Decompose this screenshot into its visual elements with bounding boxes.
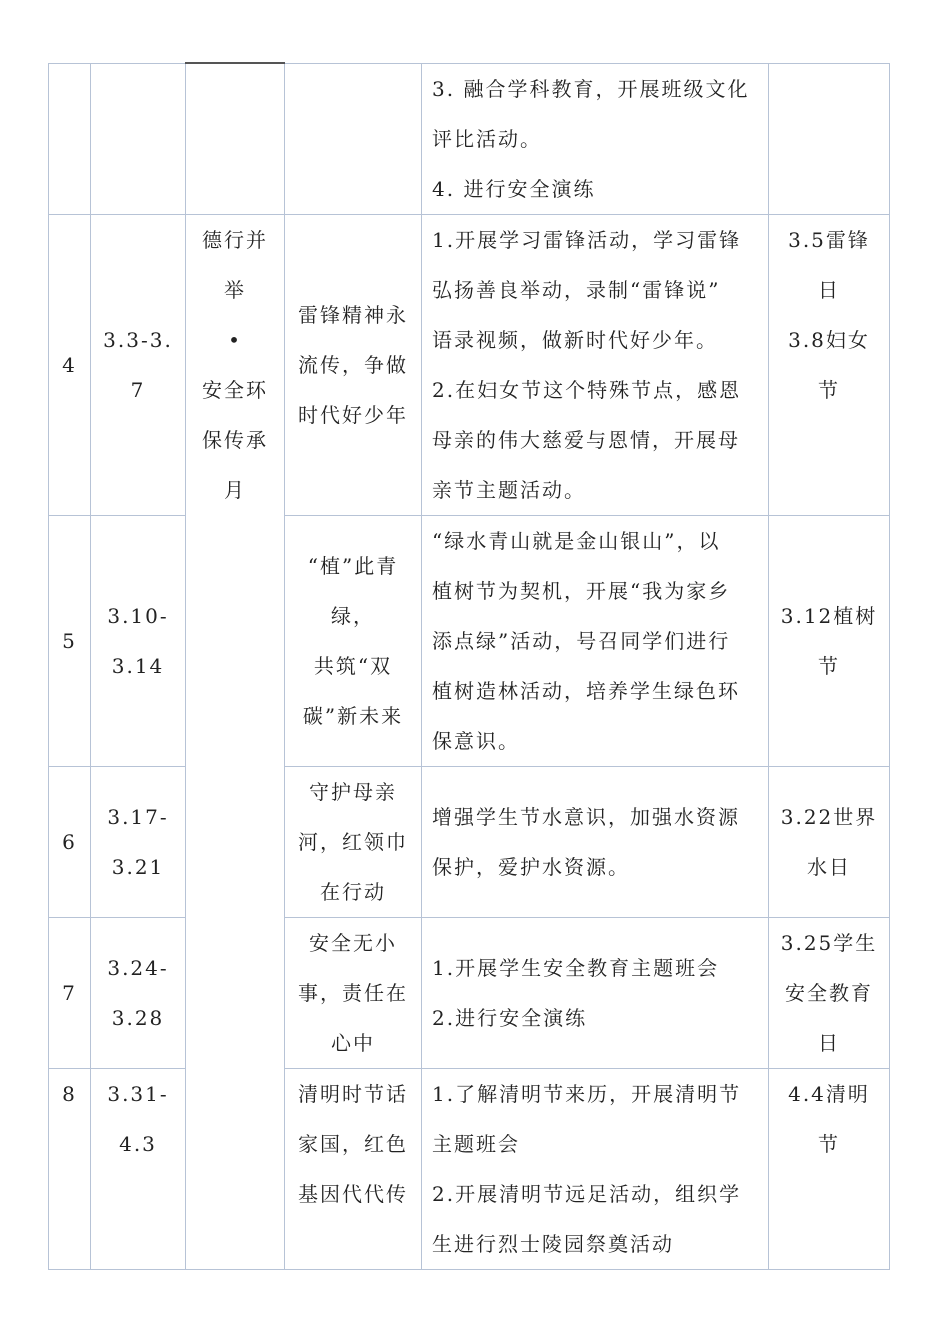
title-cell <box>285 766 422 917</box>
title-line: 基因代代传 <box>298 1181 408 1206</box>
festival-cell <box>769 917 890 1068</box>
content-line: 3. 融合学科教育，开展班级文化 <box>432 76 750 101</box>
content-line: 2.开展清明节远足活动，组织学 <box>432 1181 742 1206</box>
content-line: 4. 进行安全演练 <box>432 176 596 201</box>
table-row <box>49 917 890 1068</box>
dates-cell <box>91 515 186 766</box>
festival-line: 水日 <box>807 854 851 879</box>
title-line: 守护母亲 <box>309 779 397 804</box>
content-cell <box>422 63 769 214</box>
dates-line: 3.24- <box>107 955 169 980</box>
week-cell: 4 <box>49 214 91 515</box>
title-line: 事，责任在 <box>298 980 408 1005</box>
title-line: 绿， <box>331 603 375 628</box>
content-line: 保意识。 <box>432 728 520 753</box>
dates-line: 3.28 <box>111 1005 165 1030</box>
content-cell <box>422 214 769 515</box>
title-line: 清明时节话 <box>298 1081 408 1106</box>
festival-line: 3.8妇女 <box>788 327 870 352</box>
festival-line: 3.5雷锋 <box>788 227 870 252</box>
content-line: 1.开展学生安全教育主题班会 <box>432 955 720 980</box>
title-cell <box>285 214 422 515</box>
title-line: 流传，争做 <box>298 352 408 377</box>
content-cell <box>422 917 769 1068</box>
content-line: 增强学生节水意识，加强水资源 <box>432 804 740 829</box>
dates-line: 4.3 <box>119 1131 157 1156</box>
title-line: 时代好少年 <box>298 402 408 427</box>
content-line: 植树节为契机，开展“我为家乡 <box>432 578 731 603</box>
festival-line: 3.22世界 <box>780 804 878 829</box>
festival-line: 节 <box>818 377 840 402</box>
dates-cell <box>91 766 186 917</box>
content-line: 1.开展学习雷锋活动，学习雷锋 <box>432 227 742 252</box>
title-cell <box>285 515 422 766</box>
dates-line: 3.17- <box>107 804 169 829</box>
festival-cell <box>769 515 890 766</box>
content-cell <box>422 515 769 766</box>
title-cell <box>285 917 422 1068</box>
festival-line: 日 <box>818 1030 840 1055</box>
content-line: 添点绿”活动，号召同学们进行 <box>432 628 731 653</box>
week-cell <box>49 63 91 214</box>
title-line: 家国，红色 <box>298 1131 408 1156</box>
content-line: 植树造林活动，培养学生绿色环 <box>432 678 740 703</box>
title-cell <box>285 1068 422 1269</box>
title-line: 河，红领巾 <box>298 829 408 854</box>
content-line: 弘扬善良举动，录制“雷锋说” <box>432 277 721 302</box>
content-cell <box>422 766 769 917</box>
dates-cell: 3.3-3.7 <box>91 214 186 515</box>
dates-cell <box>91 917 186 1068</box>
table-row <box>49 766 890 917</box>
dates-line: 3.31- <box>107 1081 169 1106</box>
content-line: 2.在妇女节这个特殊节点，感恩 <box>432 377 742 402</box>
content-line: 评比活动。 <box>432 126 542 151</box>
content-line: 保护，爱护水资源。 <box>432 854 630 879</box>
festival-line: 3.12植树 <box>780 603 878 628</box>
content-line: 语录视频，做新时代好少年。 <box>432 327 718 352</box>
table-row <box>49 63 890 214</box>
title-line: 安全无小 <box>309 930 397 955</box>
dates-cell <box>91 63 186 214</box>
theme-line: 德行并 <box>202 227 268 252</box>
dates-cell <box>91 1068 186 1269</box>
festival-cell <box>769 214 890 515</box>
festival-cell <box>769 766 890 917</box>
activity-schedule-table <box>48 62 890 1270</box>
dates-line: 3.21 <box>111 854 165 879</box>
dates-line: 3.14 <box>111 653 165 678</box>
title-line: 在行动 <box>320 879 386 904</box>
table-row <box>49 1068 890 1269</box>
week-cell: 7 <box>49 917 91 1068</box>
content-line: 2.进行安全演练 <box>432 1005 588 1030</box>
title-line: 雷锋精神永 <box>298 302 408 327</box>
content-line: 亲节主题活动。 <box>432 477 586 502</box>
festival-line: 3.25学生 <box>780 930 878 955</box>
content-line: 生进行烈士陵园祭奠活动 <box>432 1231 674 1256</box>
festival-line: 日 <box>818 277 840 302</box>
content-cell <box>422 1068 769 1269</box>
week-cell: 5 <box>49 515 91 766</box>
title-line: “植”此青 <box>307 553 399 578</box>
festival-line: 安全教育 <box>785 980 873 1005</box>
theme-cell <box>186 63 285 214</box>
dates-line: 3.10- <box>107 603 169 628</box>
title-cell <box>285 63 422 214</box>
theme-line: 举 <box>224 277 246 302</box>
festival-line: 节 <box>818 653 840 678</box>
title-line: 碳”新未来 <box>302 703 404 728</box>
table-row <box>49 214 890 515</box>
theme-line: 月 <box>224 477 246 502</box>
table-row <box>49 515 890 766</box>
content-line: 1.了解清明节来历，开展清明节 <box>432 1081 742 1106</box>
theme-cell <box>186 214 285 1269</box>
week-cell: 8 <box>49 1068 91 1269</box>
week-cell: 6 <box>49 766 91 917</box>
festival-cell <box>769 63 890 214</box>
festival-cell <box>769 1068 890 1269</box>
content-line: “绿水青山就是金山银山”，以 <box>432 528 721 553</box>
content-line: 母亲的伟大慈爱与恩情，开展母 <box>432 427 740 452</box>
title-line: 共筑“双 <box>313 653 393 678</box>
content-line: 主题班会 <box>432 1131 520 1156</box>
festival-line: 节 <box>818 1131 840 1156</box>
theme-line: • <box>228 327 242 352</box>
festival-line: 4.4清明 <box>788 1081 870 1106</box>
theme-line: 安全环 <box>202 377 268 402</box>
title-line: 心中 <box>331 1030 375 1055</box>
theme-line: 保传承 <box>202 427 268 452</box>
